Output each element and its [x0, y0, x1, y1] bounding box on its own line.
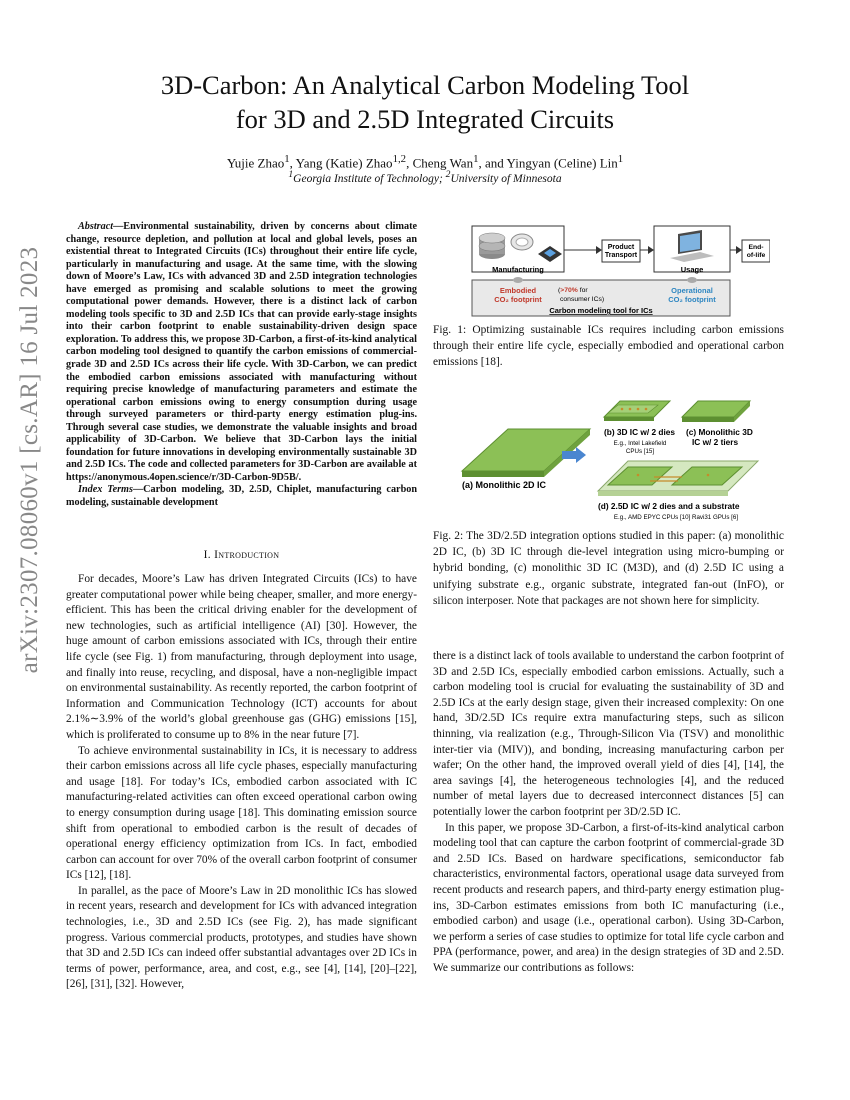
- operational-co2: CO₂ footprint: [668, 295, 716, 304]
- stage-usage: Usage: [680, 265, 704, 274]
- 3d-ic-two-dies: [604, 401, 670, 421]
- stage-manufacturing: Manufacturing: [492, 265, 544, 274]
- figure-1: [470, 224, 770, 319]
- percent-note: (>70% for: [558, 287, 588, 294]
- figure-2-caption: Fig. 2: The 3D/2.5D integration options studied in this paper: (a) monolithic 2D IC, (b) 3D IC through die-level integration using micro-bumping or hybrid bonding, (c) monolithic 3D IC (M3D), and (d) 2.5D IC using a unifying substrate e.g., organic substrate, integrated fan-out (InFO), or silicon interposer. Note that packages are not shown here for simplicity.: [433, 530, 784, 607]
- operational-label: Operational: [671, 286, 713, 295]
- label-3d-example: E.g., Intel Lakefield: [613, 440, 667, 447]
- right-column-body: [433, 649, 784, 976]
- author: Yang (Katie) Zhao: [295, 155, 393, 171]
- index-terms-label: Index Terms: [78, 484, 133, 496]
- label-2-5d-example: E.g., AMD EPYC CPUs [10] Ravi31 GPUs [6]: [613, 514, 739, 521]
- paragraph: For decades, Moore’s Law has driven Integrated Circuits (ICs) to have greater computational power while being cheaper, smaller, and more energy-efficient. This has been the critical driving enabler for the development of new technologies, such as artificial intelligence (AI) [30]. However, the huge amount of carbon emissions associated with ICs, through their entire life cycle (see Fig. 1) from manufacturing, through deployment into usage, and finally into reuse, recycling, and disposal, have a non-negligible impact on environmental sustainability. As recently reported, the carbon footprint of Information and Communication Technology (ICT) accounts for about 2.1%∼3.9% of the world’s global greenhouse gas (GHG) emissions [15], which is proliferated to consume up to 8% in the near future [7].: [66, 573, 417, 741]
- embodied-label: Embodied: [499, 286, 537, 295]
- paragraph: To achieve environmental sustainability in ICs, it is necessary to address their carbon emissions across all life cycle phases, especially manufacturing and usage [18]. For today’s ICs, embodied carbon associated with IC manufacturing-related activities can often exceed operational carbon owing to energy consumption during usage [18]. This dominating emission source shift from operational to embodied carbon is the result of decades of operational energy efficiency optimization from ICs. In fact, embodied carbon can account for over 70% of the overall carbon footprint of consumer ICs [12], [18].: [66, 744, 417, 882]
- label-m3d-1: (c) Monolithic 3D: [686, 427, 753, 437]
- arxiv-id: arXiv:2307.08060v1 [cs.AR] 16 Jul 2023: [16, 246, 43, 674]
- label-3d: (b) 3D IC w/ 2 dies: [604, 427, 675, 437]
- consumer-note: consumer ICs): [560, 296, 605, 303]
- paragraph: In parallel, as the pace of Moore’s Law in 2D monolithic ICs has slowed in recent years, research and development for ICs with advanced integration technologies, i.e., 3D and 2.5D ICs (see Fig. 2), has made significant progress. Various commercial products, prototypes, and studies have shown that 3D and 2.5D ICs can indeed offer substantial advantages over 2D ICs in terms of power, performance, area, and cost, e.g., see [4], [14], [20]–[22], [26], [31], [32]. However,: [66, 884, 417, 991]
- 2-5d-substrate: [598, 461, 758, 496]
- embodied-co2: CO₂ footprint: [494, 295, 542, 304]
- wafer-stack-icon: [479, 233, 505, 259]
- paragraph: there is a distinct lack of tools available to understand the carbon footprint of 3D and 2.5D ICs, especially embodied carbon emissions. Actually, such a carbon modeling tool is crucial for evaluating the sustainability of 3D and 2.5D ICs at the early design stage, given their increased complexity: On one hand, 3D/2.5D ICs require extra manufacturing steps, such as silicon thinning, via realization (e.g., Through-Silicon Via (TSV) and monolithic inter-tier via (MIV)), and bonding, increasing manufacturing carbon per wafer; On the other hand, the improved overall yield of dies [4], [14], the area savings [4], the heterogeneous technologies [4], and the reduced number of metal layers due to decreased interconnect distances [5] can potentially lower the carbon footprint per 3D/2.5D IC.: [433, 650, 784, 818]
- author: Cheng Wan: [412, 155, 474, 171]
- label-2d: (a) Monolithic 2D IC: [462, 480, 546, 490]
- section-heading: I. Introduction: [203, 549, 280, 561]
- label-2-5d: (d) 2.5D IC w/ 2 dies and a substrate: [598, 501, 740, 511]
- stage-end-of-life: End-of-life: [746, 244, 766, 259]
- wafer-disc-icon: [511, 234, 533, 250]
- author: Yingyan (Celine) Lin: [506, 155, 618, 171]
- label-m3d-2: IC w/ 2 tiers: [692, 437, 739, 447]
- abstract: Abstract—Environmental sustainability, driven by concerns about climate change, resource depletion, and pollution at local and global levels, poses an existential threat to Integrated Circuits (ICs) throughout their entire life cycle, particularly in manufacturing and usage. At the same time, with the slowing down of Moore’s Law, ICs with advanced 3D and 2.5D integration technologies have emerged as promising and scalable solutions to meet the growing computational power demands. However, there is a distinct lack of carbon modeling tools specific to 3D and 2.5D ICs that can provide early-stage insights into their carbon footprint to enable sustainability-driven design space exploration. To address this, we propose 3D-Carbon, a first-of-its-kind analytical carbon modeling tool designed to quantify the carbon emissions of commercial-grade 3D and 2.5D ICs across their life cycle. With 3D-Carbon, we can predict the embodied carbon emissions associated with manufacturing without requiring precise knowledge of manufacturing parameters and estimate the operational carbon emissions owing to energy consumption during usage through surveyed parameters or third-party energy estimation plug-ins. Through several case studies, we demonstrate the valuable insights and broad applicability of 3D-Carbon. We believe that 3D-Carbon lays the initial foundation for future innovations in developing environmentally sustainable 3D and 2.5D ICs. The code and collected parameters for 3D-Carbon are available at https://anonymous.4open.science/r/3D-Carbon-9D5B/. Index Terms—Carbon modeling, 3D, 2.5D, Chiplet, manufacturing carbon modeling, sustainable development: [66, 221, 417, 509]
- index-terms-text: Carbon modeling, 3D, 2.5D, Chiplet, manufacturing carbon modeling, sustainable development: [66, 484, 417, 509]
- affiliation: University of Minnesota: [450, 172, 562, 185]
- affiliations: $^1$Georgia Institute of Technology; $^2$University of Minnesota: [288, 169, 562, 185]
- figure-2: [458, 395, 788, 525]
- paper-title: [90, 68, 760, 136]
- title-line-2: for 3D and 2.5D Integrated Circuits: [235, 104, 615, 134]
- title-line-1: 3D-Carbon: An Analytical Carbon Modeling Tool: [160, 70, 690, 100]
- abstract-label: Abstract: [78, 221, 114, 232]
- left-column-body: [66, 572, 417, 993]
- label-3d-example-ref: CPUs [15]: [625, 448, 655, 455]
- stage-transport: Product Transport: [604, 244, 638, 259]
- arxiv-stamp: [4, 232, 56, 688]
- abstract-text: Environmental sustainability, driven by concerns about climate change, resource depletion, and pollution at local and global levels, poses an existential threat to Integrated Circuits (ICs) throughout their entire life cycle, particularly in manufacturing and usage. At the same time, with the slowing down of Moore’s Law, ICs with advanced 3D and 2.5D integration technologies have emerged as promising and scalable solutions to meet the growing computational power demands. However, there is a distinct lack of carbon modeling tools specific to 3D and 2.5D ICs that can provide early-stage insights into their carbon footprint to enable sustainability-driven design space exploration. To address this, we propose 3D-Carbon, a first-of-its-kind analytical carbon modeling tool designed to quantify the carbon emissions of commercial-grade 3D and 2.5D ICs across their life cycle. With 3D-Carbon, we can predict the embodied carbon emissions associated with manufacturing without requiring precise knowledge of manufacturing parameters and estimate the operational carbon emissions owing to energy consumption during usage through surveyed parameters or third-party energy estimation plug-ins. Through several case studies, we demonstrate the valuable insights and broad applicability of 3D-Carbon. We believe that 3D-Carbon lays the initial foundation for future innovations in developing environmentally sustainable 3D and 2.5D ICs. The code and collected parameters for 3D-Carbon are available at https://anonymous.4open.science/r/3D-Carbon-9D5B/.: [66, 221, 417, 483]
- figure-1-caption: Fig. 1: Optimizing sustainable ICs requires including carbon emissions through their entire life cycle, especially embodied and operational carbon emissions [18].: [433, 324, 784, 369]
- carbon-tool-label: Carbon modeling tool for ICs: [549, 306, 653, 315]
- author-list: Yujie Zhao$^1$, Yang (Katie) Zhao$^{1,2}$, Cheng Wan$^1$, and Yingyan (Celine) Lin$^1$: [226, 153, 624, 171]
- monolithic-3d-tiers: [682, 401, 750, 422]
- paragraph: In this paper, we propose 3D-Carbon, a first-of-its-kind analytical carbon modeling tool that can capture the carbon footprint of commercial-grade 3D and 2.5D ICs. Based on hardware specifications, semiconductor fab characteristics, environmental factors, operational usage data surveyed from recent products and research papers, and third-party energy estimation plug-ins, 3D-Carbon estimates emissions from both IC manufacturing (i.e., embodied carbon) and usage (i.e., operational carbon). Using 3D-Carbon, we perform a series of case studies to optimize for total life cycle carbon and PPA (performance, power, and area) in the design strategies of 3D and 2.5D. We summarize our contributions as follows:: [433, 821, 784, 974]
- affiliation: Georgia Institute of Technology: [293, 172, 439, 185]
- author: Yujie Zhao: [226, 155, 285, 171]
